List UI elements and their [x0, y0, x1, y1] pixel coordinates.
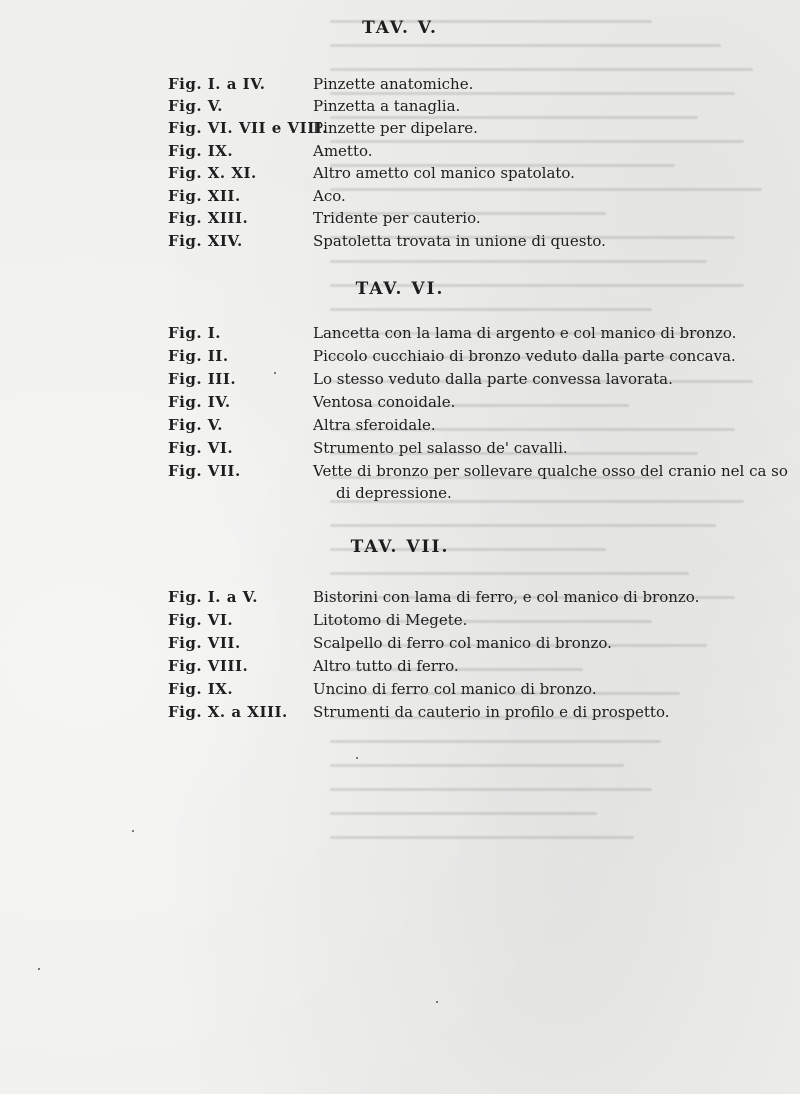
figure-description: Aco.	[313, 187, 346, 205]
figure-description: Litotomo di Megete.	[313, 611, 468, 629]
figure-label: Fig. VI. VII e VIII.	[168, 119, 328, 137]
figure-label: Fig. VIII.	[168, 657, 249, 675]
figure-label: Fig. XIII.	[168, 209, 249, 227]
figure-description: Altra sferoidale.	[313, 416, 436, 434]
figure-description-continuation: di depressione.	[336, 484, 452, 502]
figure-label: Fig. V.	[168, 416, 224, 434]
figure-label: Fig. XIV.	[168, 232, 243, 250]
figure-label: Fig. IX.	[168, 680, 234, 698]
figure-description: Ametto.	[313, 142, 373, 160]
figure-description: Ventosa conoidale.	[313, 393, 456, 411]
paper-speck	[436, 1001, 438, 1003]
figure-label: Fig. VI.	[168, 439, 234, 457]
figure-label: Fig. VII.	[168, 634, 241, 652]
figure-label: Fig. IX.	[168, 142, 234, 160]
paper-speck	[38, 968, 40, 970]
figure-description: Uncino di ferro col manico di bronzo.	[313, 680, 597, 698]
figure-description: Scalpello di ferro col manico di bronzo.	[313, 634, 612, 652]
figure-label: Fig. XII.	[168, 187, 241, 205]
figure-description: Lo stesso veduto dalla parte convessa lavorata.	[313, 370, 673, 388]
figure-description: Lancetta con la lama di argento e col manico di bronzo.	[313, 324, 737, 342]
figure-label: Fig. II.	[168, 347, 229, 365]
figure-label: Fig. V.	[168, 97, 224, 115]
figure-label: Fig. I. a V.	[168, 588, 258, 606]
figure-label: Fig. I. a IV.	[168, 75, 266, 93]
figure-label: Fig. X. a XIII.	[168, 703, 288, 721]
paper-speck	[356, 757, 358, 759]
paper-speck	[132, 830, 134, 832]
figure-label: Fig. VII.	[168, 462, 241, 480]
figure-description: Bistorini con lama di ferro, e col manico di bronzo.	[313, 588, 700, 606]
figure-description: Strumenti da cauterio in profilo e di prospetto.	[313, 703, 670, 721]
figure-label: Fig. VI.	[168, 611, 234, 629]
figure-description: Pinzette anatomiche.	[313, 75, 474, 93]
figure-description: Altro ametto col manico spatolato.	[313, 164, 575, 182]
section-title-tav-vii: TAV. VII.	[350, 537, 450, 557]
figure-description: Vette di bronzo per sollevare qualche osso del cranio nel ca so	[313, 462, 788, 480]
figure-label: Fig. IV.	[168, 393, 231, 411]
figure-description: Piccolo cucchiaio di bronzo veduto dalla parte concava.	[313, 347, 736, 365]
figure-label: Fig. III.	[168, 370, 237, 388]
figure-label: Fig. I.	[168, 324, 222, 342]
figure-label: Fig. X. XI.	[168, 164, 257, 182]
figure-description: Strumento pel salasso de' cavalli.	[313, 439, 568, 457]
paper-speck	[274, 372, 276, 374]
figure-description: Altro tutto di ferro.	[313, 657, 459, 675]
figure-description: Spatoletta trovata in unione di questo.	[313, 232, 606, 250]
figure-description: Tridente per cauterio.	[313, 209, 481, 227]
figure-description: Pinzette per dipelare.	[313, 119, 478, 137]
section-title-tav-v: TAV. V.	[362, 18, 438, 38]
section-title-tav-vi: TAV. VI.	[355, 279, 445, 299]
figure-description: Pinzetta a tanaglia.	[313, 97, 461, 115]
